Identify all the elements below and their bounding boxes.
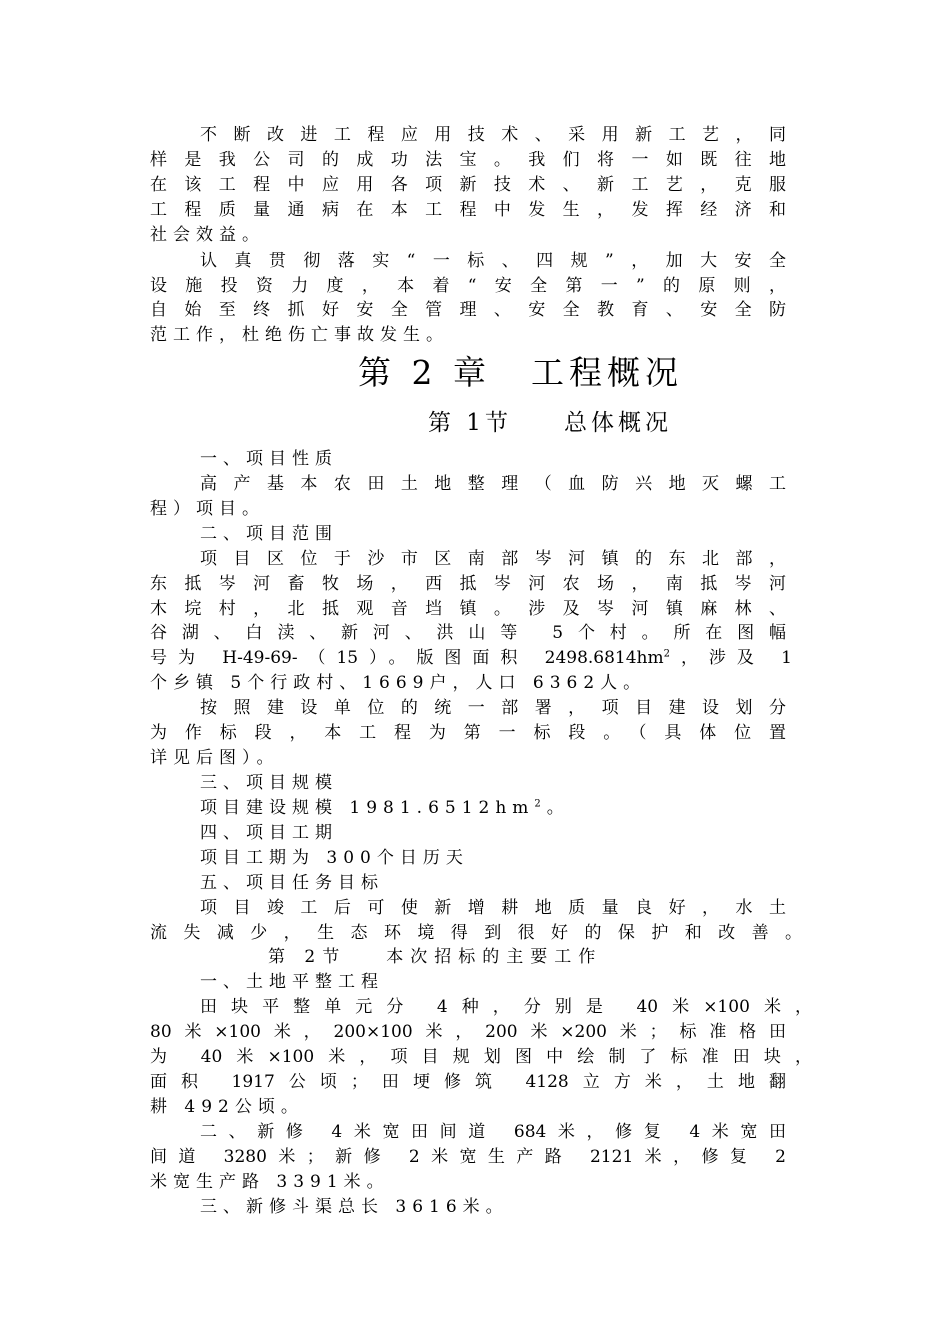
scale-text: 项目建设规模 1981.6512hm <box>200 798 535 818</box>
paragraph-line: 项目区位于沙市区南部岑河镇的东北部， <box>200 549 786 569</box>
paragraph-line: 流失减少，生态环境得到很好的保护和改善。 <box>150 923 802 943</box>
paragraph-line: 个乡镇 5个行政村、1669户，人口 6362人。 <box>150 673 647 693</box>
paragraph-line: 样是我公司的成功法宝。我们将一如既往地 <box>150 150 786 170</box>
section-title: 本次招标的主要工作 <box>386 947 603 967</box>
paragraph-line: 工程质量通病在本工程中发生，发挥经济和 <box>150 200 786 220</box>
chapter-heading <box>358 350 683 396</box>
unit-superscript: 2 <box>534 798 547 810</box>
paragraph-line: 三、新修斗渠总长 3616米。 <box>200 1197 509 1217</box>
section-title: 总体概况 <box>563 410 672 436</box>
paragraph-line: 不断改进工程应用技术、采用新工艺，同 <box>200 125 786 145</box>
paragraph-line: 木垸村，北抵观音垱镇。涉及岑河镇麻林、 <box>150 599 786 619</box>
paragraph-line: 项目竣工后可使新增耕地质量良好，水土 <box>200 898 786 918</box>
paragraph-line: 详见后图）。 <box>150 748 280 768</box>
paragraph-line: 社会效益。 <box>150 225 265 245</box>
paragraph-line: 按照建设单位的统一部署，项目建设划分 <box>200 698 786 718</box>
paragraph-line: 范工作，杜绝伤亡事故发生。 <box>150 325 449 345</box>
paragraph-line: 在该工程中应用各项新技术、新工艺，克服 <box>150 175 786 195</box>
paragraph-line <box>200 796 786 821</box>
paragraph-line: 为 40米×100米，项目规划图中绘制了标准田块， <box>150 1047 812 1067</box>
item-heading: 四、项目工期 <box>200 823 338 843</box>
item-heading: 二、项目范围 <box>200 524 338 544</box>
paragraph-line: 项目工期为 300个日历天 <box>200 848 469 868</box>
paragraph-line: 田块平整单元分 4种，分别是 40米×100米， <box>200 997 812 1017</box>
chapter-number: 第 2 章 <box>358 353 491 392</box>
section-heading <box>268 945 602 970</box>
paragraph-line: 二、新修 4米宽田间道 684米，修复 4米宽田 <box>200 1122 786 1142</box>
paragraph-line: 面积 1917公顷；田埂修筑 4128立方米，土地翻 <box>150 1072 786 1092</box>
paragraph-line <box>150 646 792 671</box>
paragraph-line: 80米×100米，200×100米，200米×200米；标准格田 <box>150 1022 786 1042</box>
item-heading: 三、项目规模 <box>200 773 338 793</box>
map-sheet-text-end: ，涉及 1 <box>670 648 792 668</box>
unit-superscript: 2 <box>663 648 671 660</box>
paragraph-line: 东抵岑河畜牧场，西抵岑河农场，南抵岑河 <box>150 574 786 594</box>
paragraph-line: 设施投资力度，本着“安全第一”的原则， <box>150 276 786 296</box>
item-heading: 五、项目任务目标 <box>200 873 384 893</box>
paragraph-line: 认真贯彻落实“一标、四规”，加大安全 <box>200 251 786 271</box>
paragraph-line: 程）项目。 <box>150 499 265 519</box>
paragraph-line: 谷湖、白渎、新河、洪山等 5个村。所在图幅 <box>150 623 786 643</box>
item-heading: 一、土地平整工程 <box>200 972 384 992</box>
map-sheet-text: 号为 H-49-69-（15）。版图面积 2498.6814hm <box>150 648 664 668</box>
paragraph-line: 间道 3280米；新修 2米宽生产路 2121米，修复 2 <box>150 1147 786 1167</box>
paragraph-line: 高产基本农田土地整理（血防兴地灭螺工 <box>200 474 786 494</box>
paragraph-line: 米宽生产路 3391米。 <box>150 1172 390 1192</box>
paragraph-line: 耕 492公顷。 <box>150 1097 304 1117</box>
chapter-title: 工程概况 <box>530 353 683 392</box>
paragraph-line: 为作标段，本工程为第一标段。（具体位置 <box>150 723 786 743</box>
section-heading <box>428 406 672 440</box>
section-number: 第 1节 <box>428 410 512 436</box>
scale-text-end: 。 <box>546 798 570 818</box>
paragraph-line: 自始至终抓好安全管理、安全教育、安全防 <box>150 300 786 320</box>
item-heading: 一、项目性质 <box>200 449 338 469</box>
section-number: 第 2节 <box>268 947 347 967</box>
